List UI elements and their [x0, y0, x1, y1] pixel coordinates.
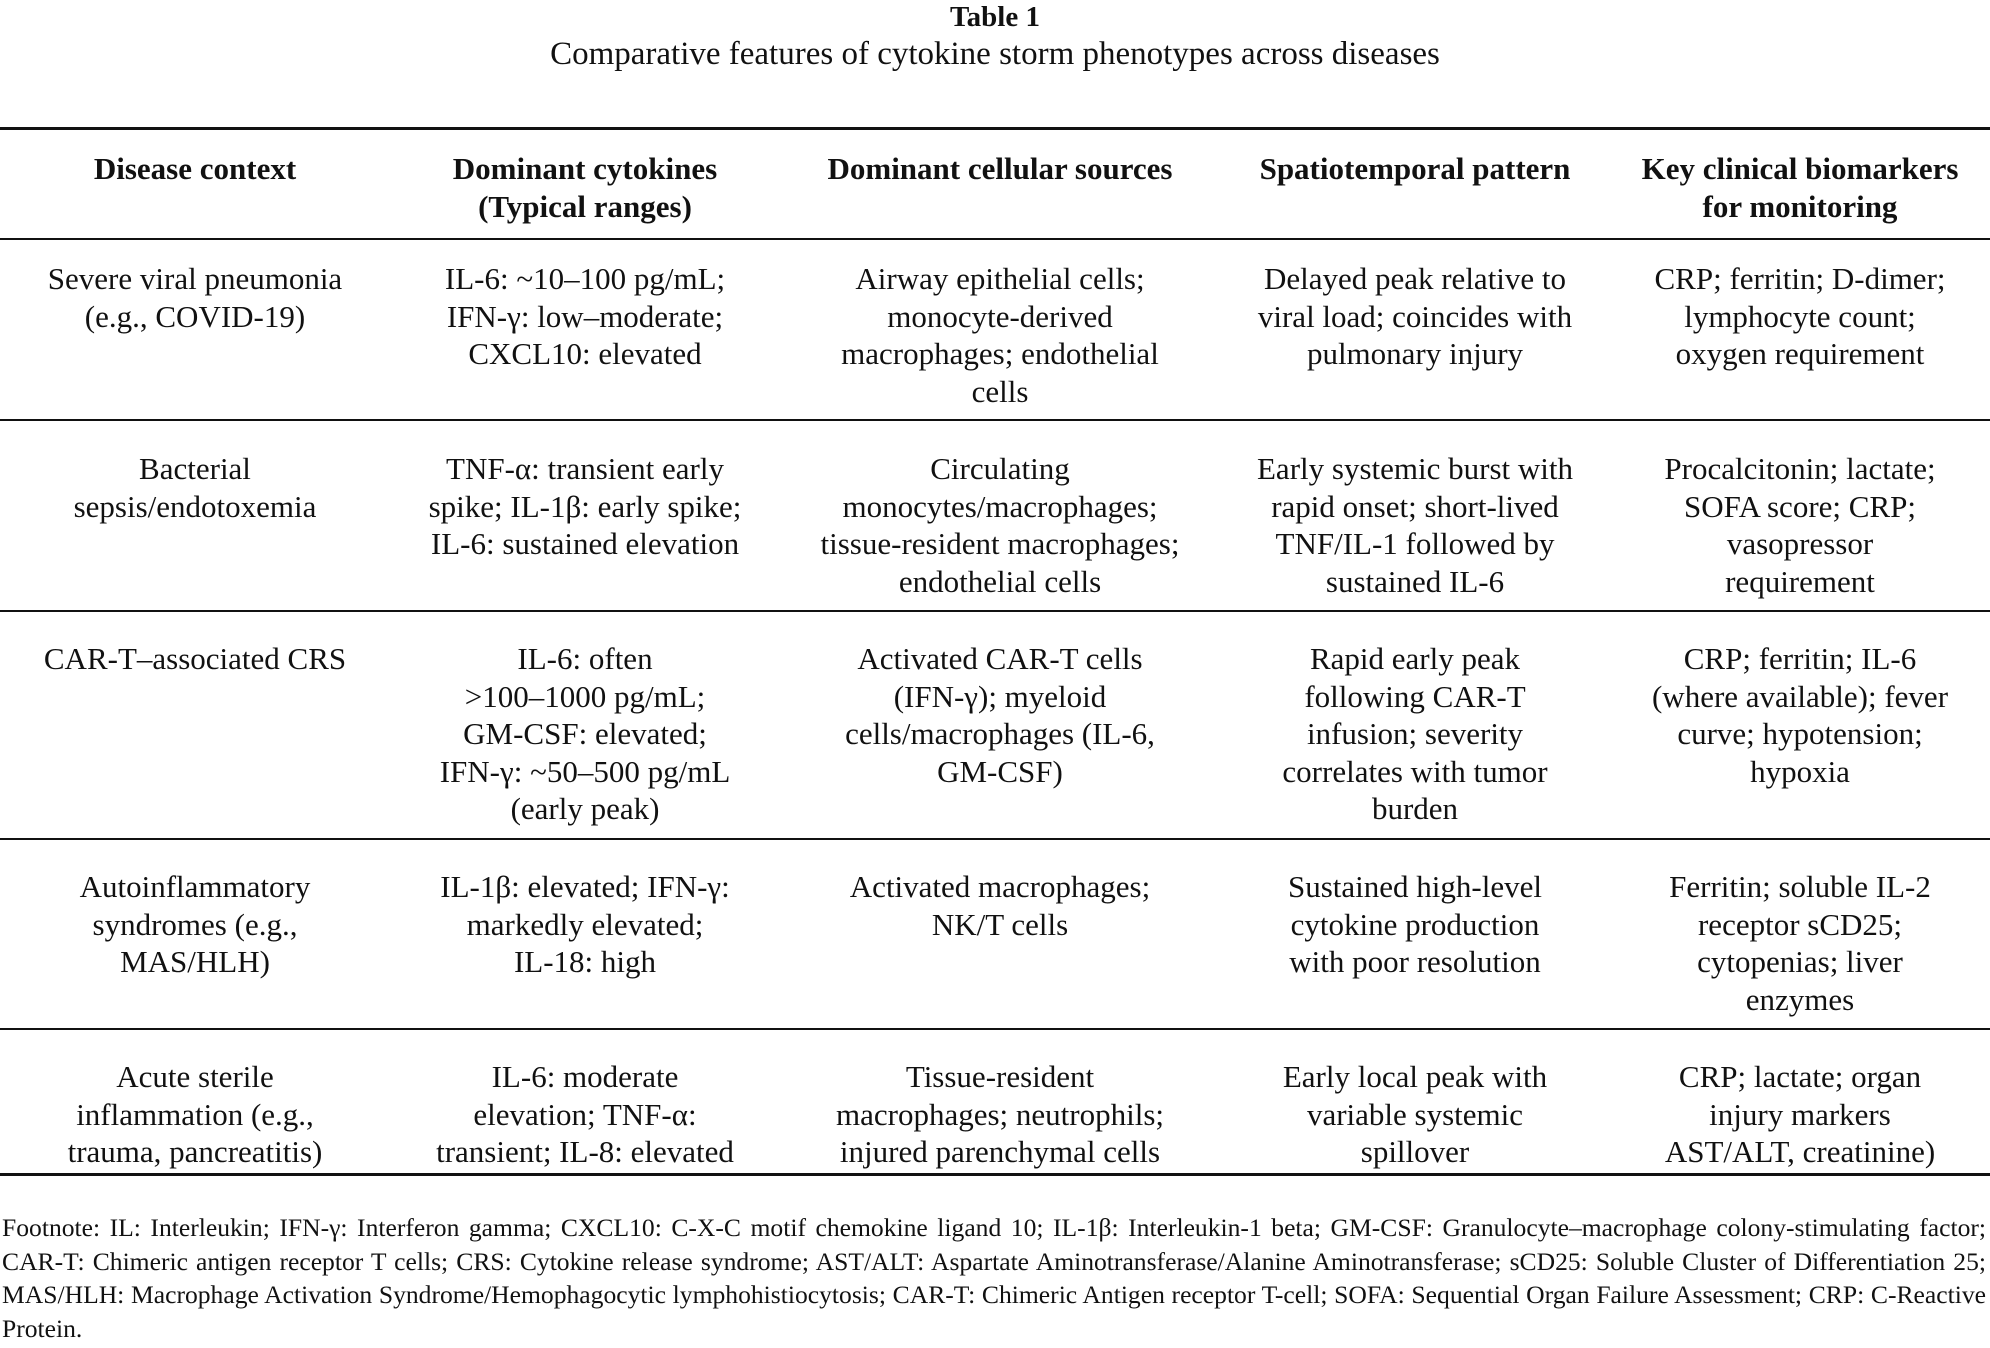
- cell-cellular-sources: Circulating monocytes/macrophages; tissue-resident macrophages; endothelial cells: [820, 451, 1180, 599]
- cell-cellular-sources: Activated macrophages; NK/T cells: [849, 869, 1151, 942]
- row-divider: [0, 610, 1990, 612]
- cell-cellular-sources: Airway epithelial cells; monocyte-derived macrophages; endothelial cells: [841, 261, 1159, 409]
- cell-cellular-sources: Tissue-resident macrophages; neutrophils; injured parenchymal cells: [836, 1059, 1164, 1169]
- table-label: Table 1: [950, 1, 1040, 33]
- table-footnote: Footnote: IL: Interleukin; IFN-γ: Interferon gamma; CXCL10: C-X-C motif chemokine ligand 10; IL-1β: Interleukin-1 beta; GM-CSF: Granulocyte–macrophage colony-stimulating factor; CAR-T: Chimeric antigen receptor T cells; CRS: Cytokine release syndrome; AST/ALT: Aspartate Aminotransferase/Alanine Aminotransferase; sCD25: Soluble Cluster of Differentiation 25; MAS/HLH: Macrophage Activation Syndrome/Hemophagocytic lymphohistiocytosis; CAR-T: Chimeric Antigen receptor T-cell; SOFA: Sequential Organ Failure Assessment; CRP: C-Reactive Protein.: [2, 1213, 1986, 1343]
- cell-spatiotemporal-pattern: Sustained high-level cytokine production with poor resolution: [1288, 869, 1542, 979]
- header-dominant-cytokines: Dominant cytokines (Typical ranges): [452, 151, 718, 224]
- cell-disease-context: Autoinflammatory syndromes (e.g., MAS/HLH): [79, 869, 311, 979]
- header-cellular-sources: Dominant cellular sources: [827, 151, 1173, 186]
- header-disease-context: Disease context: [93, 151, 297, 186]
- header-clinical-biomarkers: Key clinical biomarkers for monitoring: [1641, 151, 1959, 224]
- cell-clinical-biomarkers: CRP; ferritin; IL-6 (where available); fever curve; hypotension; hypoxia: [1651, 641, 1949, 789]
- header-spatiotemporal-pattern: Spatiotemporal pattern: [1259, 151, 1571, 186]
- cell-dominant-cytokines: IL-1β: elevated; IFN-γ: markedly elevated; IL-18: high: [440, 869, 730, 979]
- table-title: Comparative features of cytokine storm phenotypes across diseases: [550, 36, 1440, 72]
- cell-disease-context: Severe viral pneumonia (e.g., COVID-19): [47, 261, 343, 334]
- cell-disease-context: CAR-T–associated CRS: [43, 641, 347, 676]
- cell-dominant-cytokines: IL-6: ~10–100 pg/mL; IFN-γ: low–moderate; CXCL10: elevated: [444, 261, 726, 371]
- cell-disease-context: Bacterial sepsis/endotoxemia: [73, 451, 317, 524]
- cell-clinical-biomarkers: CRP; ferritin; D-dimer; lymphocyte count; oxygen requirement: [1654, 261, 1946, 371]
- table-header-rule: [0, 238, 1990, 240]
- cell-spatiotemporal-pattern: Early systemic burst with rapid onset; short-lived TNF/IL-1 followed by sustained IL-6: [1257, 451, 1573, 599]
- cell-clinical-biomarkers: Procalcitonin; lactate; SOFA score; CRP; vasopressor requirement: [1664, 451, 1936, 599]
- cell-dominant-cytokines: IL-6: often >100–1000 pg/mL; GM-CSF: elevated; IFN-γ: ~50–500 pg/mL (early peak): [439, 641, 731, 826]
- cell-disease-context: Acute sterile inflammation (e.g., trauma, pancreatitis): [67, 1059, 323, 1169]
- cell-dominant-cytokines: TNF-α: transient early spike; IL-1β: early spike; IL-6: sustained elevation: [428, 451, 742, 561]
- cell-spatiotemporal-pattern: Delayed peak relative to viral load; coincides with pulmonary injury: [1257, 261, 1573, 371]
- cell-spatiotemporal-pattern: Rapid early peak following CAR-T infusion; severity correlates with tumor burden: [1282, 641, 1548, 826]
- cell-cellular-sources: Activated CAR-T cells (IFN-γ); myeloid cells/macrophages (IL-6, GM-CSF): [845, 641, 1155, 789]
- cell-clinical-biomarkers: CRP; lactate; organ injury markers AST/ALT, creatinine): [1664, 1059, 1936, 1169]
- table-top-rule: [0, 127, 1990, 130]
- row-divider: [0, 1028, 1990, 1030]
- cell-dominant-cytokines: IL-6: moderate elevation; TNF-α: transient; IL-8: elevated: [436, 1059, 734, 1169]
- table-caption: [0, 0, 1990, 74]
- row-divider: [0, 838, 1990, 840]
- cell-clinical-biomarkers: Ferritin; soluble IL-2 receptor sCD25; cytopenias; liver enzymes: [1669, 869, 1931, 1017]
- row-divider: [0, 419, 1990, 421]
- cell-spatiotemporal-pattern: Early local peak with variable systemic spillover: [1282, 1059, 1548, 1169]
- table-bottom-rule: [0, 1173, 1990, 1176]
